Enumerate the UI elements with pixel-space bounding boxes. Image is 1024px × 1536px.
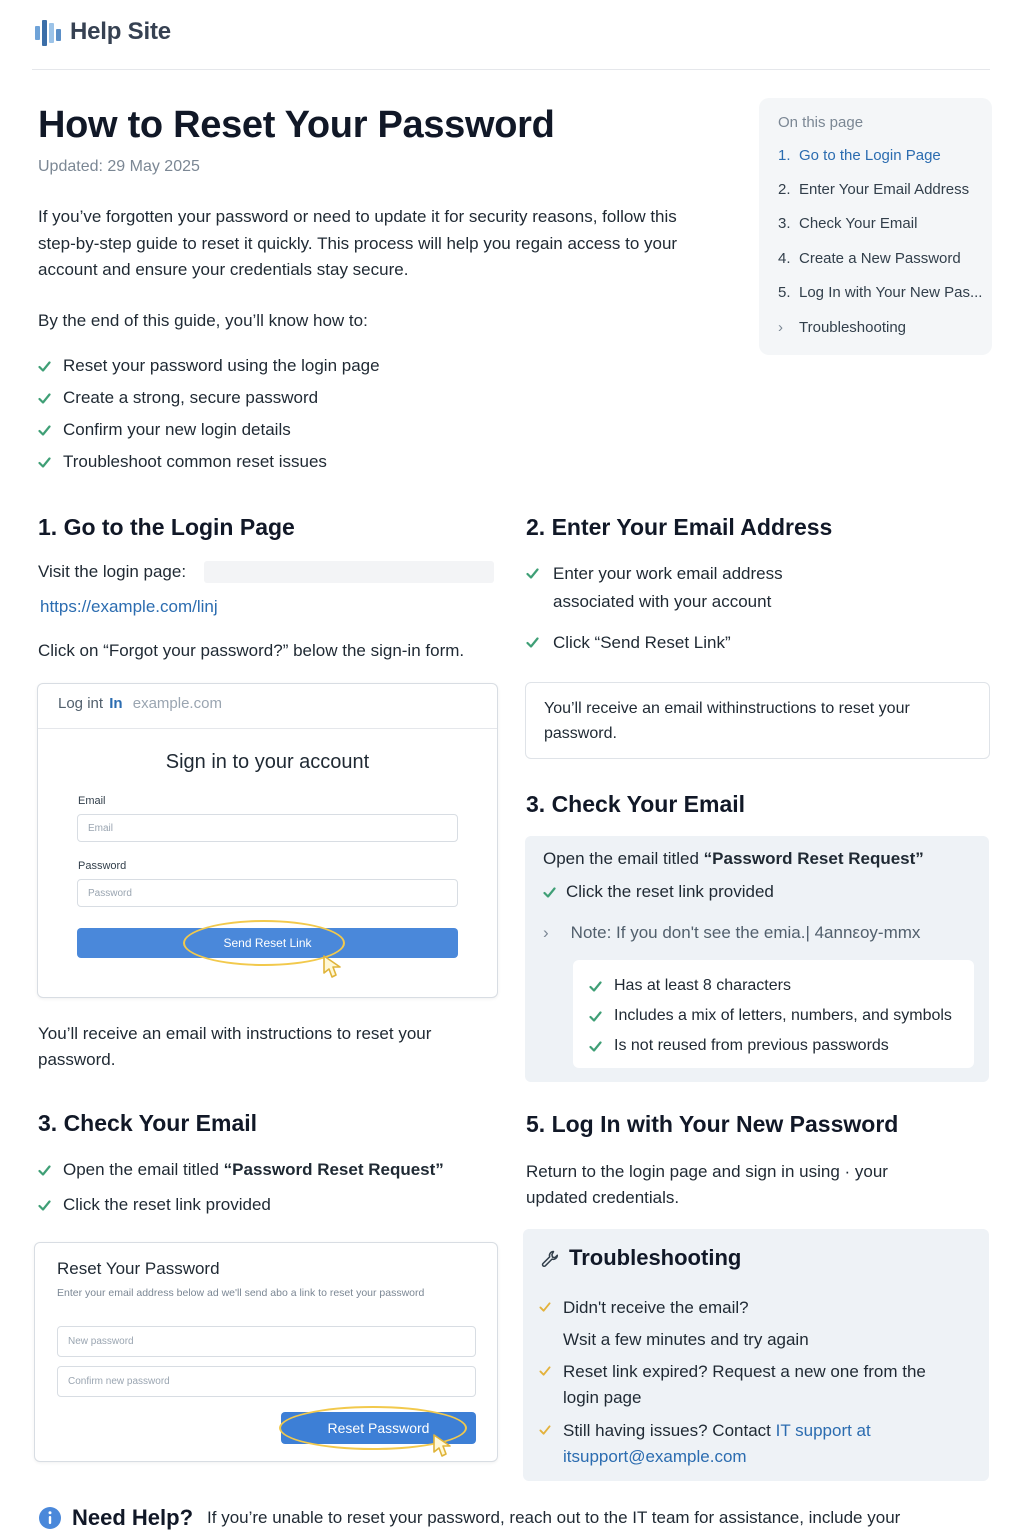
list-item: Has at least 8 characters: [589, 971, 952, 1001]
visit-label: Visit the login page:: [38, 562, 187, 581]
browser-tab: Log int In example.com: [58, 695, 222, 712]
list-item: Troubleshoot common reset issues: [38, 446, 380, 478]
troubleshooting-answer: Wsit a few minutes and try again: [563, 1330, 809, 1349]
checkmark-icon: [526, 636, 539, 649]
toc-item-new-password[interactable]: 4. Create a New Password: [778, 249, 961, 267]
checkmark-icon: [589, 980, 602, 993]
checkmark-icon: [38, 360, 51, 373]
list-item: Open the email titled “Password Reset Request”: [38, 1160, 444, 1180]
help-site-logo-icon: [34, 16, 62, 48]
receive-email-text: You’ll receive an email with instructions to reset your password.: [38, 1024, 432, 1069]
check-email-panel: [525, 836, 989, 1082]
step1-heading: 1. Go to the Login Page: [38, 514, 295, 540]
checkmark-icon: [589, 1010, 602, 1023]
confirm-password-field[interactable]: Confirm new password: [57, 1366, 476, 1397]
mock-divider: [38, 728, 497, 729]
url-placeholder-bar: [204, 561, 494, 583]
list-item: Click the reset link provided: [38, 1195, 271, 1215]
list-item: Click “Send Reset Link”: [526, 629, 856, 657]
checkmark-icon: [543, 886, 556, 899]
list-item: Is not reused from previous passwords: [589, 1031, 952, 1061]
need-help-heading: Need Help?: [72, 1505, 194, 1530]
site-name: Help Site: [70, 18, 171, 45]
login-screenshot-mock: [37, 683, 498, 998]
list-item: Click the reset link provided: [543, 882, 774, 902]
list-item: Still having issues? Contact IT support at itsupport@example.com: [563, 1418, 953, 1470]
step5-heading: 5. Log In with Your New Password: [526, 1111, 899, 1137]
it-support-link[interactable]: IT support at itsupport@example.com: [563, 1421, 871, 1466]
toc-item-log-in[interactable]: 5. Log In with Your New Pas...: [778, 284, 983, 302]
email-label: Email: [78, 795, 106, 807]
forgot-password-instruction: Click on “Forgot your password?” below the sign-in form.: [38, 641, 465, 660]
email-title-instruction: Open the email titled “Password Reset Request”: [543, 849, 924, 868]
reset-password-mock: [34, 1242, 498, 1462]
list-item: Includes a mix of letters, numbers, and symbols: [589, 1001, 952, 1031]
step3-heading-left: 3. Check Your Email: [38, 1110, 258, 1136]
troubleshooting-heading: Troubleshooting: [569, 1245, 742, 1270]
password-field[interactable]: Password: [77, 879, 458, 907]
step5-text: Return to the login page and sign in using · your updated credentials.: [526, 1162, 888, 1207]
list-item: Didn't receive the email?: [563, 1295, 749, 1321]
checkmark-icon: [539, 1424, 551, 1436]
new-password-field[interactable]: New password: [57, 1326, 476, 1357]
reset-mock-title: Reset Your Password: [57, 1259, 220, 1278]
cursor-icon: [431, 1433, 455, 1459]
intro-paragraph: If you’ve forgotten your password or need to update it for security reasons, follow this step-by-step guide to reset it quickly. This process will help you regain access to your account and ensure your credentials stay secure.: [38, 207, 678, 279]
password-label: Password: [78, 860, 127, 872]
toc-heading: On this page: [778, 114, 864, 131]
header-divider: [32, 69, 990, 70]
checkmark-icon: [38, 1164, 51, 1177]
reset-mock-description: Enter your email address below ad we'll send abo a link to reset your password: [57, 1287, 425, 1299]
need-help-text: If you’re unable to reset your password, reach out to the IT team for assistance, include your: [207, 1508, 901, 1527]
send-reset-link-button[interactable]: Send Reset Link: [77, 928, 458, 958]
step2-heading: 2. Enter Your Email Address: [526, 514, 833, 540]
checkmark-icon: [38, 424, 51, 437]
login-page-link[interactable]: https://example.com/linj: [40, 597, 218, 616]
cursor-icon: [321, 954, 345, 980]
checkmark-icon: [38, 392, 51, 405]
toc-item-login-page[interactable]: 1. Go to the Login Page: [778, 146, 941, 164]
list-item: Create a strong, secure password: [38, 382, 380, 414]
spam-note: › Note: If you don't see the emia.| 4annεoy-mmx: [543, 923, 921, 942]
page-title: How to Reset Your Password: [38, 104, 555, 146]
checkmark-icon: [38, 456, 51, 469]
checkmark-icon: [589, 1040, 602, 1053]
outcome-list: [38, 350, 380, 478]
signin-heading: Sign in to your account: [165, 751, 370, 773]
email-notice-box: You’ll receive an email withinstructions to reset your password.: [525, 682, 990, 759]
site-brand[interactable]: [34, 16, 171, 48]
checkmark-icon: [539, 1301, 551, 1313]
list-item: Confirm your new login details: [38, 414, 380, 446]
outcome-lead: By the end of this guide, you’ll know how to:: [38, 311, 368, 330]
toc-item-email-address[interactable]: 2. Enter Your Email Address: [778, 181, 970, 199]
toc-item-check-email[interactable]: 3. Check Your Email: [778, 215, 918, 233]
chevron-right-icon: ›: [543, 923, 549, 942]
password-requirements-box: [573, 960, 974, 1068]
email-field[interactable]: Email: [77, 814, 458, 842]
table-of-contents: [759, 98, 992, 355]
step3-heading-right: 3. Check Your Email: [526, 791, 746, 817]
need-help-row: [38, 1505, 900, 1531]
checkmark-icon: [539, 1365, 551, 1377]
wrench-icon: [541, 1250, 559, 1268]
list-item: Enter your work email address associated with your account: [526, 560, 856, 616]
list-item: Reset link expired? Request a new one from the login page: [563, 1359, 943, 1411]
list-item: Reset your password using the login page: [38, 350, 380, 382]
troubleshooting-panel: [523, 1229, 989, 1481]
reset-password-button[interactable]: Reset Password: [281, 1412, 476, 1444]
checkmark-icon: [526, 567, 539, 580]
step2-list: [526, 560, 856, 657]
updated-date: Updated: 29 May 2025: [38, 158, 200, 175]
info-icon: [38, 1506, 62, 1530]
chevron-right-icon: ›: [778, 318, 783, 336]
checkmark-icon: [38, 1199, 51, 1212]
toc-item-troubleshooting[interactable]: › Troubleshooting: [778, 318, 907, 336]
